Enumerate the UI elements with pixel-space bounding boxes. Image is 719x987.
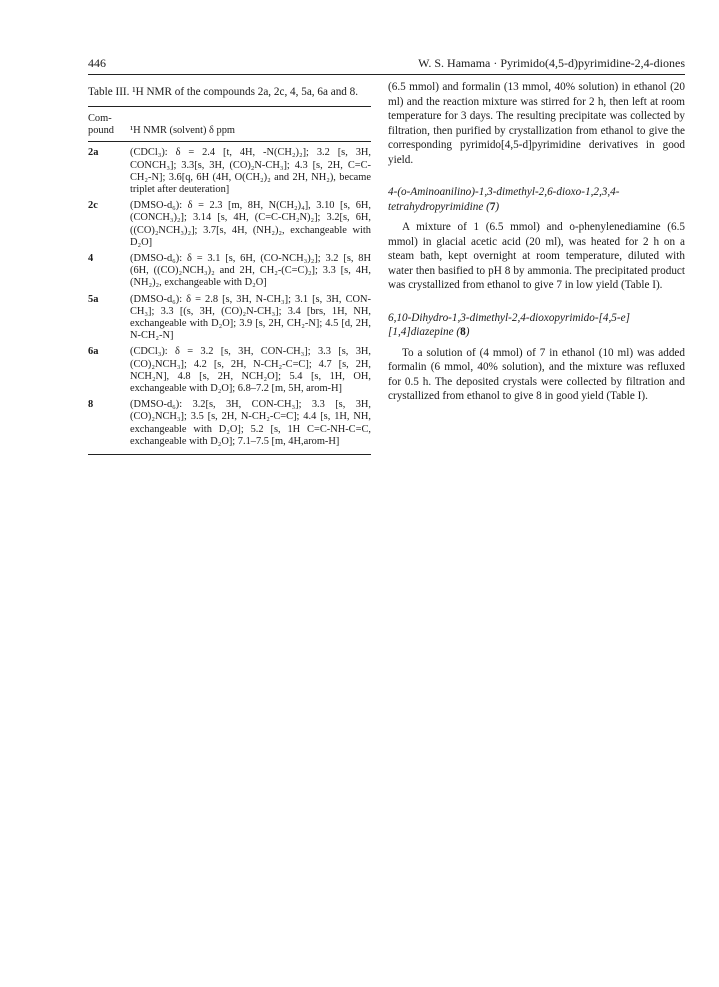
section-heading-tail: ) [495, 200, 500, 213]
section-heading-tail: ) [465, 326, 470, 338]
paragraph: A mixture of 1 (6.5 mmol) and o-phenylenediamine (6.5 mmol) in glacial acetic acid (20 ml), was heated for 2 h on a steam bath, kept overnight at room temperature, diluted with water then basified to pH 8 by ammonia. The precipitated product was crystallized from ethanol to give 7 in low yield (Table I). [388, 221, 685, 291]
compound-number: 8 [460, 326, 466, 338]
section-heading-text: 4-(o-Aminoanilino)-1,3-dimethyl-2,6-dioxo-1,2,3,4-tetrahydropyrimidine ( [388, 186, 620, 213]
compound-number: 7 [489, 200, 496, 213]
compound-id: 5a [88, 293, 99, 305]
nmr-data: (DMSO-d₆): δ = 3.1 [s, 6H, (CO-NCH₃)₂]; 3.2 [s, 8H (6H, ((CO)₂NCH₃)₂ and 2H, CH₂-(C=C)₂]; 3.3 [s, 4H, (NH₂)₂, exchangeable with D₂O] [130, 252, 371, 289]
page-header [88, 56, 685, 72]
nmr-data: (DMSO-d₆): δ = 2.8 [s, 3H, N-CH₃]; 3.1 [s, 3H, CON-CH₃]; 3.3 [(s, 3H, (CO)₂N-CH₃]; 3.4 [brs, 1H, NH, exchangeable with D₂O]; 3.9 [s, 2H, CH₂-N]; 4.5 [d, 2H, N-CH₂-N] [130, 293, 371, 342]
paragraph: (6.5 mmol) and formalin (13 mmol, 40% solution) in ethanol (20 ml) and the reaction mixture was stirred for 2 h, then left at room temperature for 3 days. The resulting precipitate was collected by filtration, then purified by crystallization from ethanol to give the corresponding pyrimido[4,5-d]pyrimidine derivatives in good yield. [388, 81, 685, 166]
table-header [88, 107, 371, 142]
compound-id: 6a [88, 346, 99, 358]
table-row [88, 196, 371, 249]
compound-column-header: Com- pound [88, 112, 114, 136]
table-row [88, 249, 371, 290]
table-row [88, 290, 371, 343]
compound-id: 4 [88, 252, 94, 264]
nmr-data: (DMSO-d₆): 3.2[s, 3H, CON-CH₃]; 3.3 [s, 3H, (CO)₂NCH₃]; 3.5 [s, 2H, N-CH₂-C=C]; 4.4 [s, 1H, NH, exchangeable with D₂O]; 5.2 [s, 1H C=C-NH-C=C, exchangeable with D₂O]; 7.1–7.5 [m, 4H,arom-H] [130, 399, 371, 447]
table-bottom-rule [88, 454, 371, 455]
table-caption: Table III. ¹H NMR of the compounds 2a, 2c, 4, 5a, 6a and 8. [88, 86, 359, 98]
section-heading-text: 6,10-Dihydro-1,3-dimethyl-2,4-dioxopyrimido-[4,5-e][1,4]diazepine ( [388, 311, 630, 338]
running-title: W. S. Hamama · Pyrimido(4,5-d)pyrimidine-2,4-diones [418, 56, 685, 70]
header-rule [88, 74, 685, 75]
section-heading [388, 185, 685, 214]
body-text [388, 80, 685, 404]
nmr-column-header: ¹H NMR (solvent) δ ppm [130, 124, 235, 136]
table-row [88, 342, 371, 395]
section-heading [388, 311, 685, 340]
nmr-data: (DMSO-d₆): δ = 2.3 [m, 8H, N(CH₂)₄], 3.10 [s, 6H, (CONCH₃)₂]; 3.14 [s, 4H, (C=C-CH₂N)₂]; 3.2[s, 6H, ((CO)₂NCH₃)₂]; 3.7[s, 4H, (NH₂)₂, exchangeable with D₂O] [130, 200, 371, 248]
paragraph: To a solution of (4 mmol) of 7 in ethanol (10 ml) was added formalin (6 mmol, 40% solution), and the mixture was refluxed for 0.5 h. The deposited crystals were collected by filtration and crystallized from ethanol to give 8 in good yield (Table I). [388, 346, 685, 402]
compound-id: 2a [88, 147, 99, 159]
table-row [88, 395, 371, 448]
nmr-data: (CDCl₃): δ = 3.2 [s, 3H, CON-CH₃]; 3.3 [s, 3H, (CO)₂NCH₃]; 4.2 [s, 2H, N-CH₂-C=C]; 4.7 [s, 2H, NCH₂N], 4.8 [s, 2H, NCH₂O]; 5.4 [s, 1H, OH, exchangeable with D₂O]; 6.8–7.2 [m, 5H, arom-H] [130, 346, 371, 394]
nmr-data: (CDCl₃): δ = 2.4 [t, 4H, -N(CH₂)₂]; 3.2 [s, 3H, CONCH₃]; 3.3[s, 3H, (CO)₂N-CH₃]; 4.3 [s, 2H, C=C-CH₂-N]; 3.6[q, 6H (4H, O(CH₂)₂ and 2H, NH₂), became triplet after deuteration] [130, 147, 371, 195]
nmr-table [88, 86, 371, 455]
table-row [88, 142, 371, 196]
compound-id: 8 [88, 399, 94, 411]
page-number: 446 [88, 56, 106, 70]
compound-id: 2c [88, 200, 98, 212]
